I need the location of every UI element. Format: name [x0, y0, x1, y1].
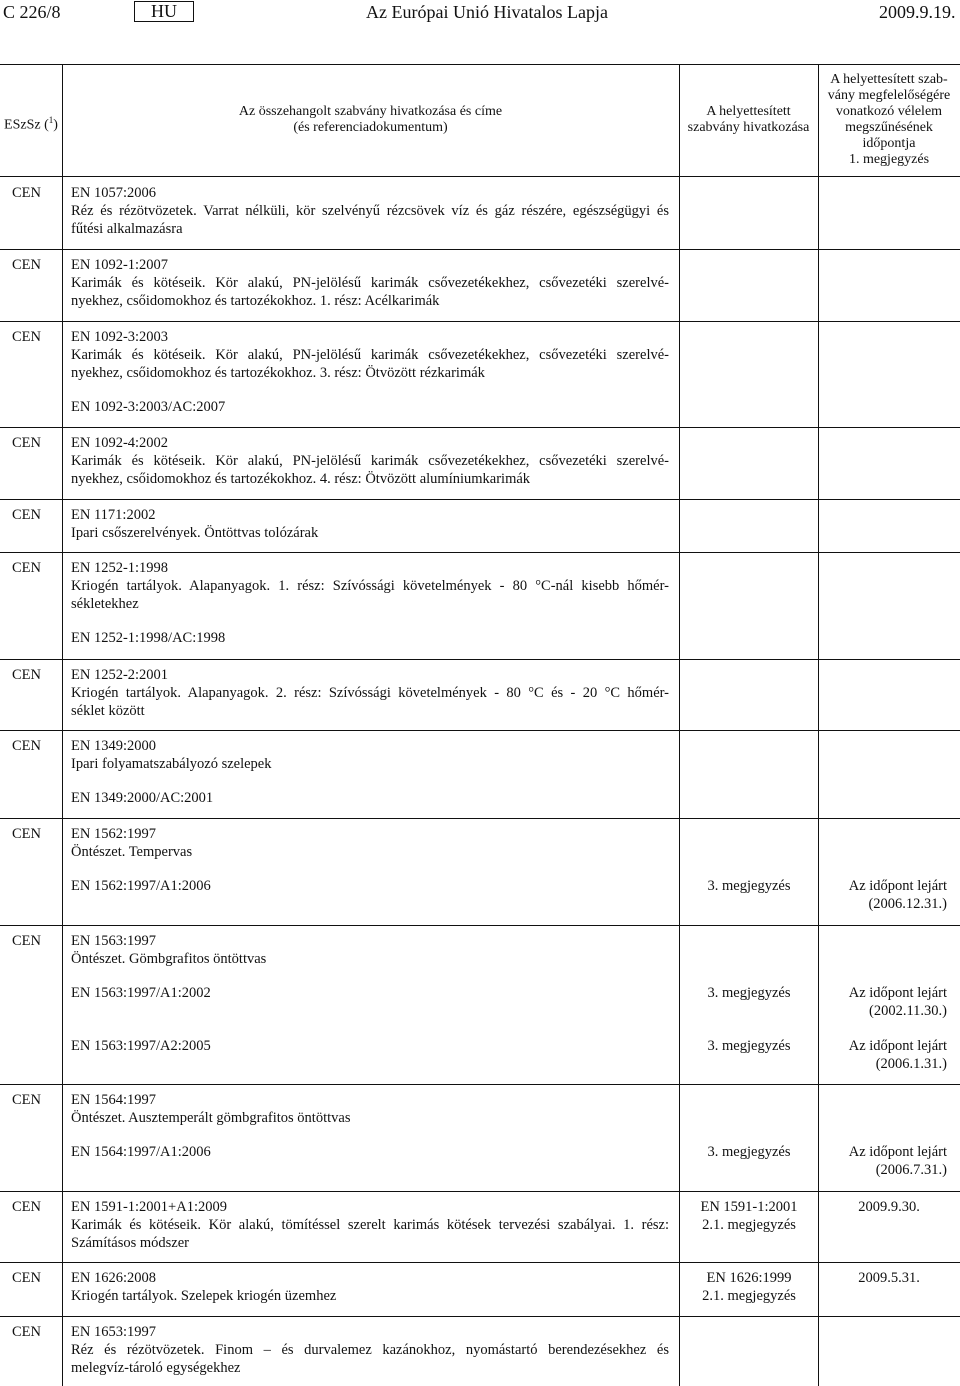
replaced-standard: 2.1. megjegyzés	[702, 1217, 796, 1233]
column-header-replaced: A helyettesített	[706, 104, 791, 119]
standard-text-line: Kriogén tartályok. Alapanyagok. 2. rész: Szívóssági követelmények - 80 °C és - 20 °C hőmér-	[71, 685, 669, 701]
row-organisation: CEN	[12, 560, 41, 576]
row-organisation: CEN	[12, 826, 41, 842]
publication-date: 2009.9.19.	[879, 2, 956, 22]
amendment-reference: EN 1564:1997/A1:2006	[71, 1144, 211, 1160]
column-divider	[818, 64, 819, 1386]
standard-text-line: Öntészet. Gömbgrafitos öntöttvas	[71, 951, 267, 967]
row-organisation: CEN	[12, 1270, 41, 1286]
column-divider	[62, 64, 63, 1386]
standard-text-line: EN 1171:2002	[71, 507, 156, 523]
amendment-expiry-date: (2006.1.31.)	[875, 1056, 947, 1072]
standard-text-line: EN 1092-3:2003	[71, 329, 169, 345]
cessation-date: 2009.5.31.	[858, 1270, 920, 1286]
row-organisation: CEN	[12, 507, 41, 523]
replaced-standard: EN 1626:1999	[706, 1270, 792, 1286]
amendment-note: 3. megjegyzés	[707, 878, 791, 894]
standard-text-line: EN 1562:1997	[71, 826, 156, 842]
row-separator	[0, 321, 960, 322]
page-header	[0, 0, 960, 26]
standard-text-line: séklet között	[71, 703, 145, 719]
row-separator	[0, 730, 960, 731]
column-divider	[679, 64, 680, 1386]
row-organisation: CEN	[12, 435, 41, 451]
row-separator	[0, 552, 960, 553]
standard-text-line: Karimák és kötéseik. Kör alakú, PN-jelölésű karimák csővezetékekhez, csővezetéki szerelvé-	[71, 453, 669, 469]
table-top-rule	[0, 64, 960, 65]
journal-title: Az Európai Unió Hivatalos Lapja	[366, 2, 608, 22]
row-separator	[0, 427, 960, 428]
standard-text-line: Öntészet. Tempervas	[71, 844, 193, 860]
standard-text-line: Réz és rézötvözetek. Varrat nélküli, kör szelvényű rézcsövek víz és gáz részére, egészségügyi és	[71, 203, 669, 219]
standard-text-line: Kriogén tartályok. Szelepek kriogén üzemhez	[71, 1288, 337, 1304]
page-reference: C 226/8	[3, 2, 61, 22]
column-header-replaced-sub: szabvány hivatkozása	[687, 120, 810, 135]
standard-text-line: Kriogén tartályok. Alapanyagok. 1. rész: Szívóssági követelmények - 80 °C-nál kisebb hőmér-	[71, 578, 669, 594]
column-header-cessation-line: A helyettesített szab-	[830, 72, 948, 87]
standard-text-line: EN 1349:2000	[71, 738, 156, 754]
column-header-cessation-line: 1. megjegyzés	[848, 152, 930, 167]
column-header-cessation-line: megszűnésének	[845, 120, 933, 135]
standard-text-line: Számításos módszer	[71, 1235, 189, 1251]
standard-text-line: EN 1252-2:2001	[71, 667, 169, 683]
standard-text-line: EN 1564:1997	[71, 1092, 156, 1108]
row-organisation: CEN	[12, 1324, 41, 1340]
standard-text-line: Karimák és kötéseik. Kör alakú, PN-jelölésű karimák csővezetékekhez, csővezetéki szerelvé-	[71, 275, 669, 291]
amendment-note: 3. megjegyzés	[707, 1144, 791, 1160]
standard-text-line: melegvíz-tároló egységekhez	[71, 1360, 241, 1376]
amendment-expiry-date: (2002.11.30.)	[869, 1003, 947, 1019]
row-separator	[0, 1191, 960, 1192]
column-header-reference-sub: (és referenciadokumentum)	[293, 120, 448, 135]
standard-text-line: Ipari csőszerelvények. Öntöttvas tolózárak	[71, 525, 319, 541]
row-organisation: CEN	[12, 667, 41, 683]
row-organisation: CEN	[12, 1199, 41, 1215]
corrigendum-reference: EN 1092-3:2003/AC:2007	[71, 399, 226, 415]
column-header-reference: Az összehangolt szabvány hivatkozása és címe	[238, 104, 503, 119]
header-text: ESzSz (	[4, 117, 49, 133]
row-separator	[0, 659, 960, 660]
amendment-note: 3. megjegyzés	[707, 985, 791, 1001]
standard-text-line: sékletekhez	[71, 596, 139, 612]
replaced-standard: EN 1591-1:2001	[700, 1199, 798, 1215]
column-header-organisation	[0, 112, 62, 134]
column-header-cessation-line: időpontja	[862, 136, 916, 151]
standard-text-line: Öntészet. Ausztemperált gömbgrafitos öntöttvas	[71, 1110, 351, 1126]
amendment-expiry: Az időpont lejárt	[848, 878, 947, 894]
standard-text-line: Karimák és kötéseik. Kör alakú, tömítéssel szerelt karimás kötések tervezési szabályai. 1. rész:	[71, 1217, 669, 1233]
amendment-expiry: Az időpont lejárt	[848, 1038, 947, 1054]
amendment-reference: EN 1563:1997/A1:2002	[71, 985, 211, 1001]
amendment-reference: EN 1563:1997/A2:2005	[71, 1038, 211, 1054]
replaced-standard: 2.1. megjegyzés	[702, 1288, 796, 1304]
row-organisation: CEN	[12, 738, 41, 754]
header-text: )	[53, 117, 58, 133]
row-organisation: CEN	[12, 185, 41, 201]
standard-text-line: nyekhez, csőidomokhoz és tartozékokhoz. 1. rész: Acélkarimák	[71, 293, 440, 309]
amendment-reference: EN 1562:1997/A1:2006	[71, 878, 211, 894]
language-code: HU	[134, 1, 194, 22]
standard-text-line: Réz és rézötvözetek. Finom – és durvalemez kazánokhoz, nyomástartó berendezésekhez és	[71, 1342, 669, 1358]
row-organisation: CEN	[12, 933, 41, 949]
row-organisation: CEN	[12, 329, 41, 345]
standard-text-line: EN 1252-1:1998	[71, 560, 169, 576]
row-separator	[0, 1316, 960, 1317]
row-separator	[0, 249, 960, 250]
standard-text-line: EN 1563:1997	[71, 933, 156, 949]
row-organisation: CEN	[12, 257, 41, 273]
standard-text-line: EN 1092-1:2007	[71, 257, 169, 273]
amendment-note: 3. megjegyzés	[707, 1038, 791, 1054]
cessation-date: 2009.9.30.	[858, 1199, 920, 1215]
column-header-cessation-line: vány megfelelőségére	[827, 88, 951, 103]
standard-text-line: EN 1591-1:2001+A1:2009	[71, 1199, 227, 1215]
amendment-expiry: Az időpont lejárt	[848, 1144, 947, 1160]
standard-text-line: EN 1057:2006	[71, 185, 156, 201]
standard-text-line: fűtési alkalmazásra	[71, 221, 183, 237]
footnote-marker: 1	[48, 115, 54, 125]
standard-text-line: EN 1653:1997	[71, 1324, 156, 1340]
column-header-cessation-line: vonatkozó vélelem	[835, 104, 943, 119]
row-separator	[0, 925, 960, 926]
amendment-expiry-date: (2006.12.31.)	[868, 896, 947, 912]
corrigendum-reference: EN 1252-1:1998/AC:1998	[71, 630, 226, 646]
standard-text-line: Karimák és kötéseik. Kör alakú, PN-jelölésű karimák csővezetékekhez, csővezetéki szerelvé-	[71, 347, 669, 363]
row-separator	[0, 1262, 960, 1263]
standard-text-line: nyekhez, csőidomokhoz és tartozékokhoz. 3. rész: Ötvözött rézkarimák	[71, 365, 485, 381]
standard-text-line: EN 1626:2008	[71, 1270, 156, 1286]
row-separator	[0, 1084, 960, 1085]
row-separator	[0, 818, 960, 819]
corrigendum-reference: EN 1349:2000/AC:2001	[71, 790, 214, 806]
standard-text-line: nyekhez, csőidomokhoz és tartozékokhoz. 4. rész: Ötvözött alumíniumkarimák	[71, 471, 531, 487]
standard-text-line: Ipari folyamatszabályozó szelepek	[71, 756, 272, 772]
standard-text-line: EN 1092-4:2002	[71, 435, 169, 451]
amendment-expiry-date: (2006.7.31.)	[875, 1162, 947, 1178]
amendment-expiry: Az időpont lejárt	[848, 985, 947, 1001]
row-organisation: CEN	[12, 1092, 41, 1108]
header-bottom-rule	[0, 176, 960, 177]
row-separator	[0, 499, 960, 500]
